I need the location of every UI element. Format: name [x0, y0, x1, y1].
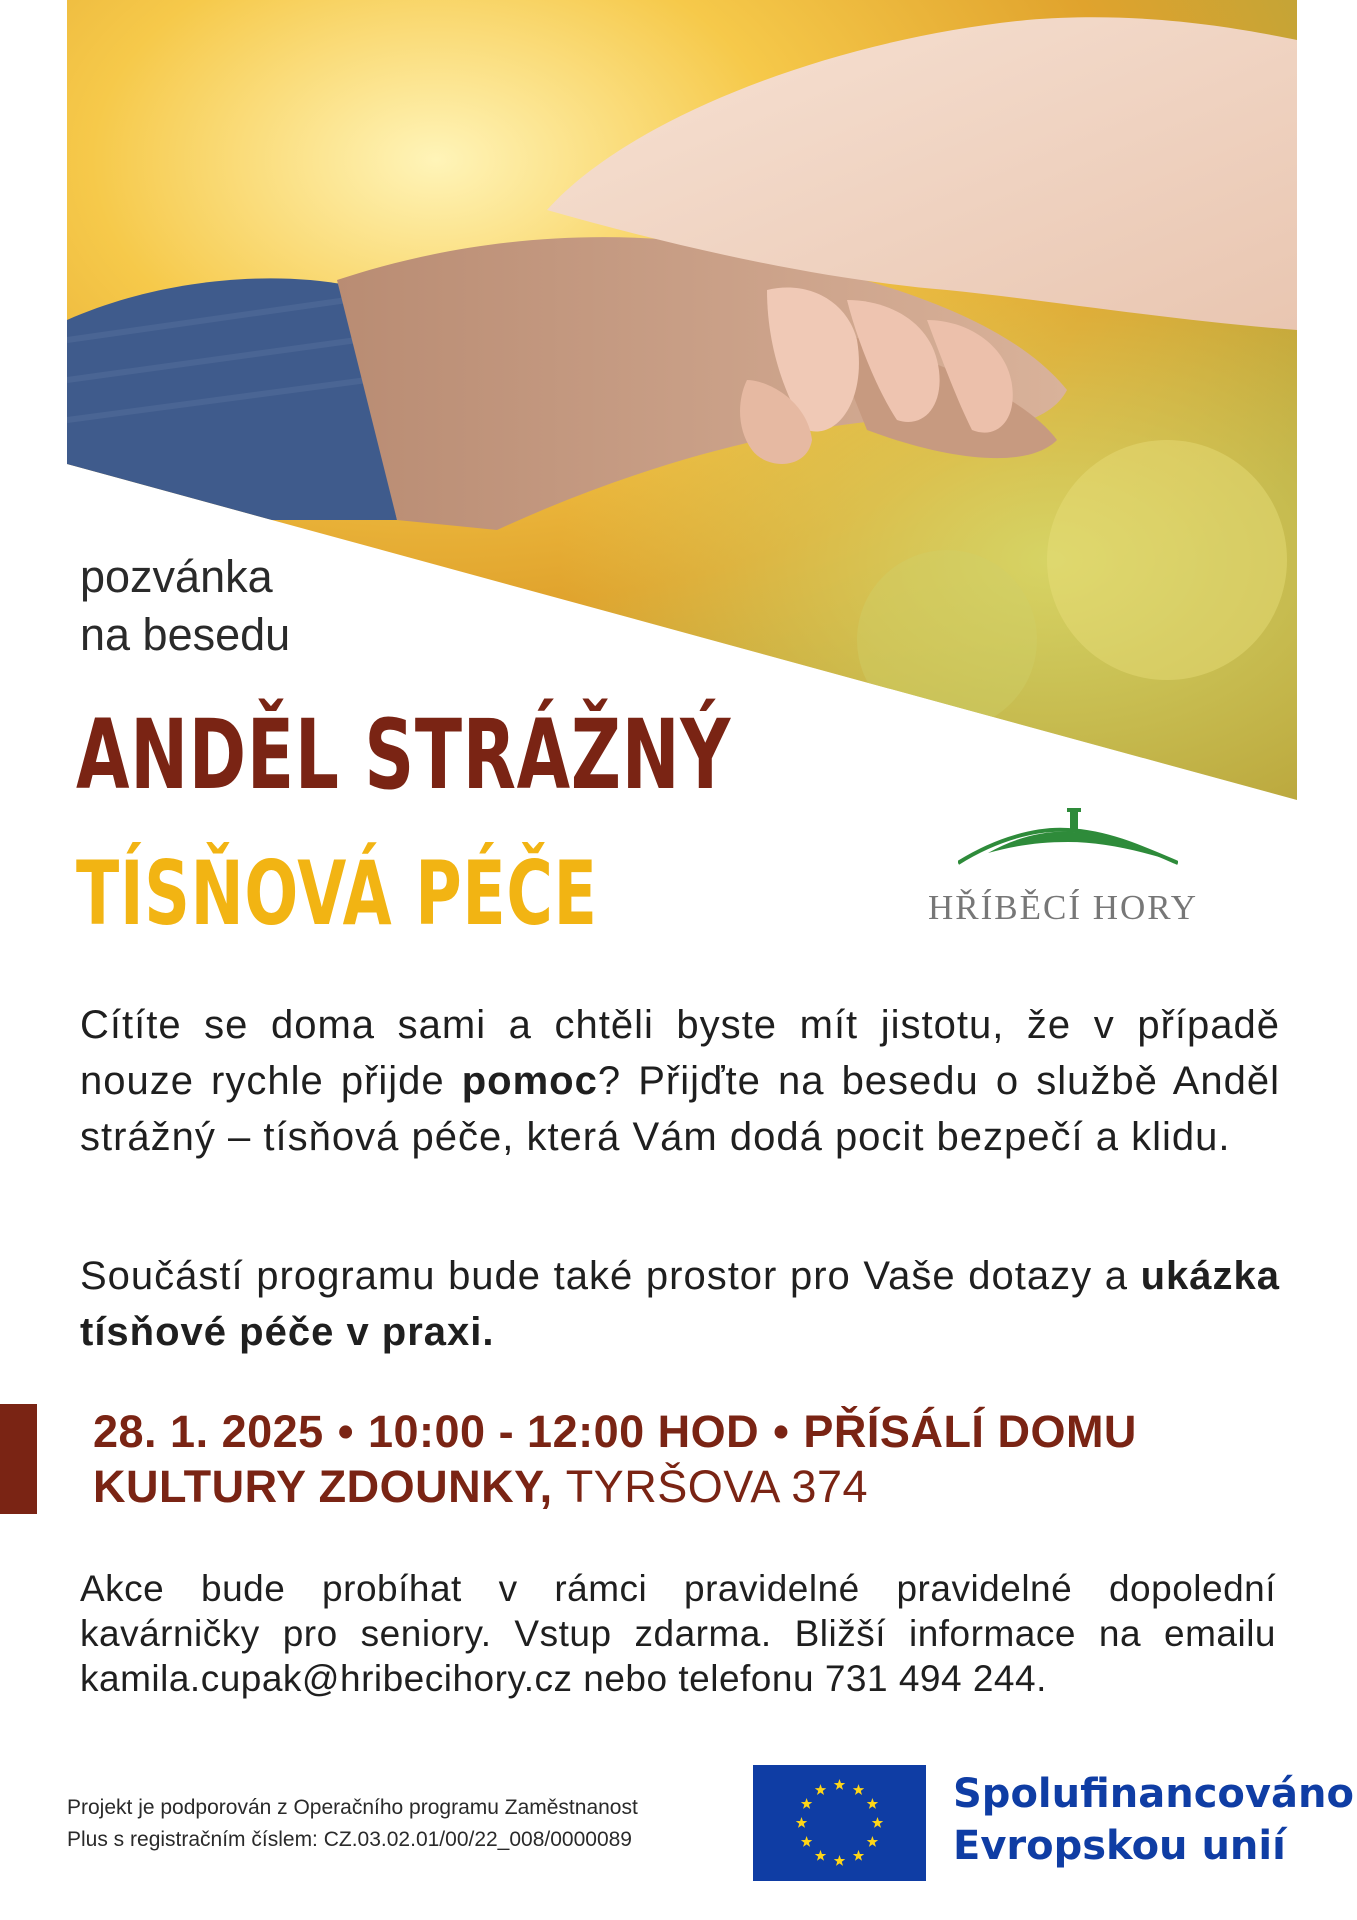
title-sub: TÍSŇOVÁ PÉČE [76, 842, 598, 945]
program-paragraph [80, 1248, 1280, 1360]
event-venue: PŘÍSÁLÍ DOMU KULTURY ZDOUNKY, [93, 1406, 1137, 1512]
eu-star [853, 1850, 864, 1861]
invite-line-1: pozvánka [80, 551, 273, 602]
eu-star [872, 1817, 883, 1828]
eu-star [801, 1836, 812, 1847]
invite-line-2: na besedu [80, 609, 291, 660]
eu-star [815, 1784, 826, 1795]
hero-photo [67, 0, 1297, 800]
eu-star [853, 1784, 864, 1795]
eu-line-2: Evropskou unií [953, 1823, 1286, 1869]
footer-line-1: Projekt je podporován z Operačního programu Zaměstnanost [67, 1796, 638, 1819]
hribeci-hory-logo [918, 808, 1218, 928]
eu-star [834, 1855, 845, 1866]
event-info [93, 1404, 1293, 1514]
intro-bold: pomoc [461, 1059, 598, 1103]
eu-line-1: Spolufinancováno [953, 1771, 1354, 1817]
holding-hands-illustration [67, 0, 1297, 800]
eu-star [867, 1836, 878, 1847]
logo-text: HŘÍBĚCÍ HORY [928, 888, 1198, 927]
eu-star [815, 1850, 826, 1861]
eu-star [867, 1798, 878, 1809]
details-paragraph: Akce bude probíhat v rámci pravidelné pravidelné dopolední kavárničky pro seniory. Vstup zdarma. Bližší informace na emailu kamila.cupak@hribecihory.cz nebo telefonu 731 494 244. [80, 1568, 1276, 1699]
invite-text [80, 548, 290, 664]
intro-text-2: ? Přijďte na besedu o službě Anděl strážný – tísňová péče, která Vám dodá pocit bezpečí a klidu. [80, 1059, 1280, 1159]
event-date: 28. 1. 2025 [93, 1406, 324, 1457]
intro-text-1: Cítíte se doma sami a chtěli byste mít jistotu, že v případě nouze rychle přijde [80, 1003, 1280, 1103]
footer-note [67, 1792, 638, 1856]
event-address: TYRŠOVA 374 [565, 1461, 868, 1512]
eu-star [801, 1798, 812, 1809]
event-time: 10:00 - 12:00 HOD [367, 1406, 760, 1457]
footer-line-2: Plus s registračním číslem: CZ.03.02.01/00/22_008/0000089 [67, 1828, 632, 1851]
intro-paragraph [80, 997, 1280, 1165]
event-separator-1: • [337, 1406, 354, 1457]
title-main: ANDĚL STRÁŽNÝ [76, 699, 732, 811]
eu-cofinanced-text [953, 1768, 1354, 1872]
program-bold: ukázka tísňové péče v praxi. [80, 1254, 1280, 1354]
eu-flag-icon [753, 1765, 926, 1881]
hill-tower-logo-icon [958, 808, 1178, 868]
eu-star [834, 1779, 845, 1790]
eu-star [796, 1817, 807, 1828]
accent-bar [0, 1404, 37, 1514]
event-separator-2: • [773, 1406, 790, 1457]
program-text: Součástí programu bude také prostor pro Vaše dotazy a [80, 1254, 1141, 1298]
